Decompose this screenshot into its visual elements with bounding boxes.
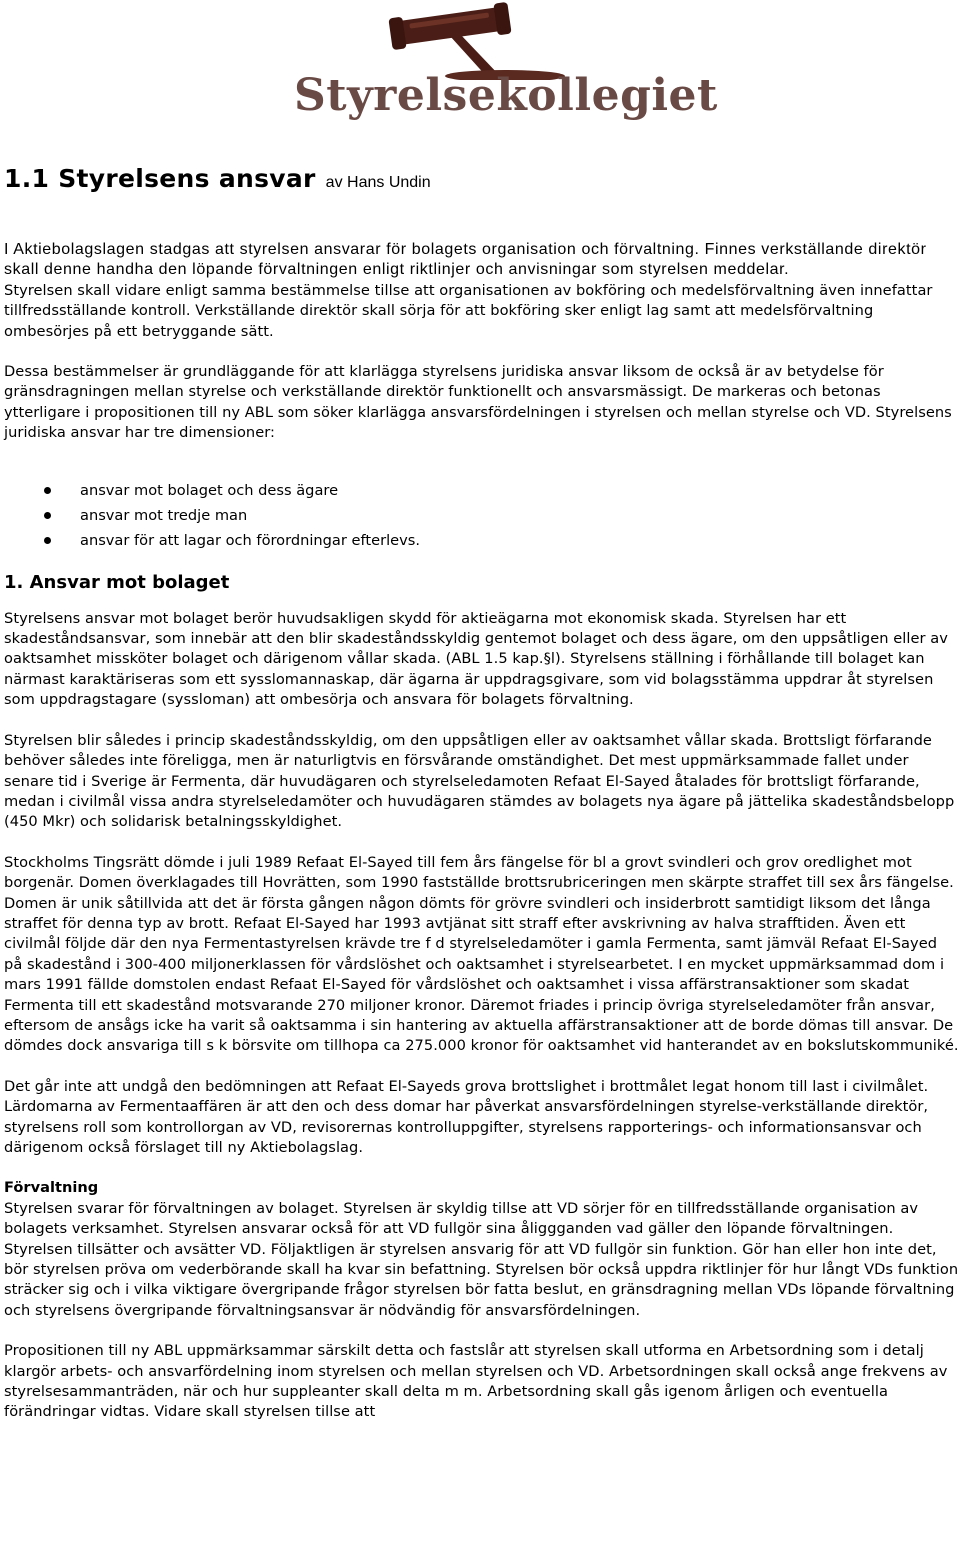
document-body [4,240,959,1423]
bullet-icon [44,537,51,544]
logo-text: Styrelsekollegiet [294,70,718,121]
paragraph-dimensions: Dessa bestämmelser är grundläggande för att klarlägga styrelsens juridiska ansvar liksom de också är av betydelse för gränsdragningen mellan styrelse och verkställande direktör funktionellt och ansvarsmässigt. De markeras och betonas ytterligare i propositionen till ny ABL som söker klarlägga ansvarsfördelningen i styrelsen och mellan styrelse och VD. Styrelsens juridiska ansvar har tre dimensioner: [4,363,952,442]
author-text: av Hans Undin [325,174,431,191]
paragraph-intro: I Aktiebolagslagen stadgas att styrelsen ansvarar för bolagets organisation och förvaltning. Finnes verkställande direktör skall denne handha den löpande förvaltningen enligt riktlinjer och anvisningar som styrelsen meddelar. [4,241,927,279]
paragraph-fermenta: Styrelsen blir således i princip skadeståndsskyldig, om den uppsåtligen eller av oaktsamhet vållar skada. Brottsligt förfarande behöver således inte föreligga, men är naturligtvis en försvårande omständighet. Det mest uppmärksammade fallet under senare tid i Sverige är Fermenta, där huvudägaren och styrelseledamoten Refaat El-Sayed åtalades för brottsligt förfarande, medan i civilmål vissa andra styrelseledamöter och huvudägaren stämdes av bolagets nya ägare på jättelika skadeståndsbelopp (450 Mkr) och solidarisk betalningsskyldighet. [4,731,955,831]
section-title: 1. Ansvar mot bolaget [4,571,230,593]
list-item: ansvar mot tredje man [4,503,959,528]
dimension-list [4,478,959,553]
list-item: ansvar mot bolaget och dess ägare [4,478,959,503]
gavel-icon [290,0,680,80]
paragraph-management: Styrelsen svarar för förvaltningen av bolaget. Styrelsen är skyldig tillse att VD sörjer för en tillfredsställande organisation av bolagets verksamhet. Styrelsen ansvarar också för att VD fullgör sina åliggganden vad gäller den löpande förvaltningen. Styrelsen tillsätter och avsätter VD. Följaktligen är styrelsen ansvarig för att VD fullgör sin funktion. Gör han eller hon inte det, bör styrelsen pröva om vederbörande skall ha kvar sin befattning. Styrelsen bör också uppdra riktlinjer för hur långt VDs funktion sträcker sig och i vilka viktigare övergripande frågor styrelsen bör fatta beslut, en gränsdragning mellan VDs löpande förvaltning och styrelsens övergripande förvaltningsansvar är nödvändig för ansvarsfördelningen. [4,1199,959,1319]
logo [290,0,718,128]
paragraph-work-order: Propositionen till ny ABL uppmärksammar särskilt detta och fastslår att styrelsen skall utforma en Arbetsordning som i detalj klargör arbets- och ansvarfördelning inom styrelsen och mellan styrelsen och VD. Arbetsordningen skall också ange frekvens av styrelsesammanträden, när och hur suppleanter skall delta m m. Arbetsordning skall gås igenom årligen och eventuella förändringar vidtas. Vidare skall styrelsen tillse att [4,1342,948,1421]
title-text: 1.1 Styrelsens ansvar [4,164,316,193]
paragraph-liability: Styrelsens ansvar mot bolaget berör huvudsakligen skydd för aktieägarna mot ekonomisk skada. Styrelsen har ett skadeståndsansvar, som innebär att den blir skadeståndsskyldig gentemot bolaget och dess ägare, om den uppsåtligen eller av oaktsamhet missköter bolaget och därigenom vållar skada. (ABL 1.5 kap.§l). Styrelsens ställning i förhållande till bolaget kan närmast karaktäriseras som ett sysslomannaskap, där ägarna är uppdragsgivare, som vid bolagsstämma uppdrar åt styrelsen som uppdragstagare (syssloman) att ombesörja och ansvara för bolagets förvaltning. [4,609,948,709]
bullet-icon [44,487,51,494]
paragraph-lessons: Det går inte att undgå den bedömningen att Refaat El-Sayeds grova brottslighet i brottmålet legat honom till last i civilmålet. Lärdomarna av Fermentaaffären är att den och dess domar har påverkat ansvarsfördelningen styrelse-verkställande direktör, styrelsens roll som kontrollorgan av VD, revisorernas kontrolluppgifter, styrelsens rapporterings- och informationsansvar och därigenom också förslaget till ny Aktiebolagslag. [4,1077,929,1156]
bullet-icon [44,512,51,519]
paragraph-control: Styrelsen skall vidare enligt samma bestämmelse tillse att organisationen av bokföring och medelsförvaltning även innefattar tillfredsställande kontroll. Verkställande direktör skall sörja för att bokföring sker enligt lag samt att medelsförvaltning ombesörjes på ett betryggande sätt. [4,281,933,340]
paragraph-court: Stockholms Tingsrätt dömde i juli 1989 Refaat El-Sayed till fem års fängelse för bl a grovt svindleri och grov oredlighet mot borgenär. Domen överklagades till Hovrätten, som 1990 fastställde brottsrubriceringen men skärpte straffet till sex års fängelse. Domen är unik såtillvida att det är första gången någon dömts för grövre svindleri och insiderbrott samtidigt liksom det långa straffet för denna typ av brott. Refaat El-Sayed har 1993 avtjänat sitt straff efter avskrivning av halva strafftiden. Även ett civilmål följde där den nya Fermentastyrelsen krävde tre f d styrelseledamöter i gamla Fermenta, samt jämväl Refaat El-Sayed på skadestånd i 300-400 miljonerklassen för vårdslöshet och oaktsamhet i styrelsearbetet. I en mycket uppmärksammad dom i mars 1991 fällde domstolen endast Refaat El-Sayed för vårdslöshet och oaktsamhet i vissa affärstransaktioner som skadat Fermenta till ett skadestånd motsvarande 270 miljoner kronor. Däremot friades i princip övriga styrelseledamöter från ansvar, eftersom de ansågs icke ha varit så oaktsamma i sin hantering av aktuella affärstransaktioner att de borde dömas till ansvar. De dömdes dock ansvariga till s k börsvite om tillhopa ca 275.000 kronor för oaktsamhet vid hanterandet av en bokslutskommuniké. [4,853,959,1055]
subsection-title: Förvaltning [4,1179,99,1197]
list-item: ansvar för att lagar och förordningar efterlevs. [4,528,959,553]
page-title [4,164,431,193]
